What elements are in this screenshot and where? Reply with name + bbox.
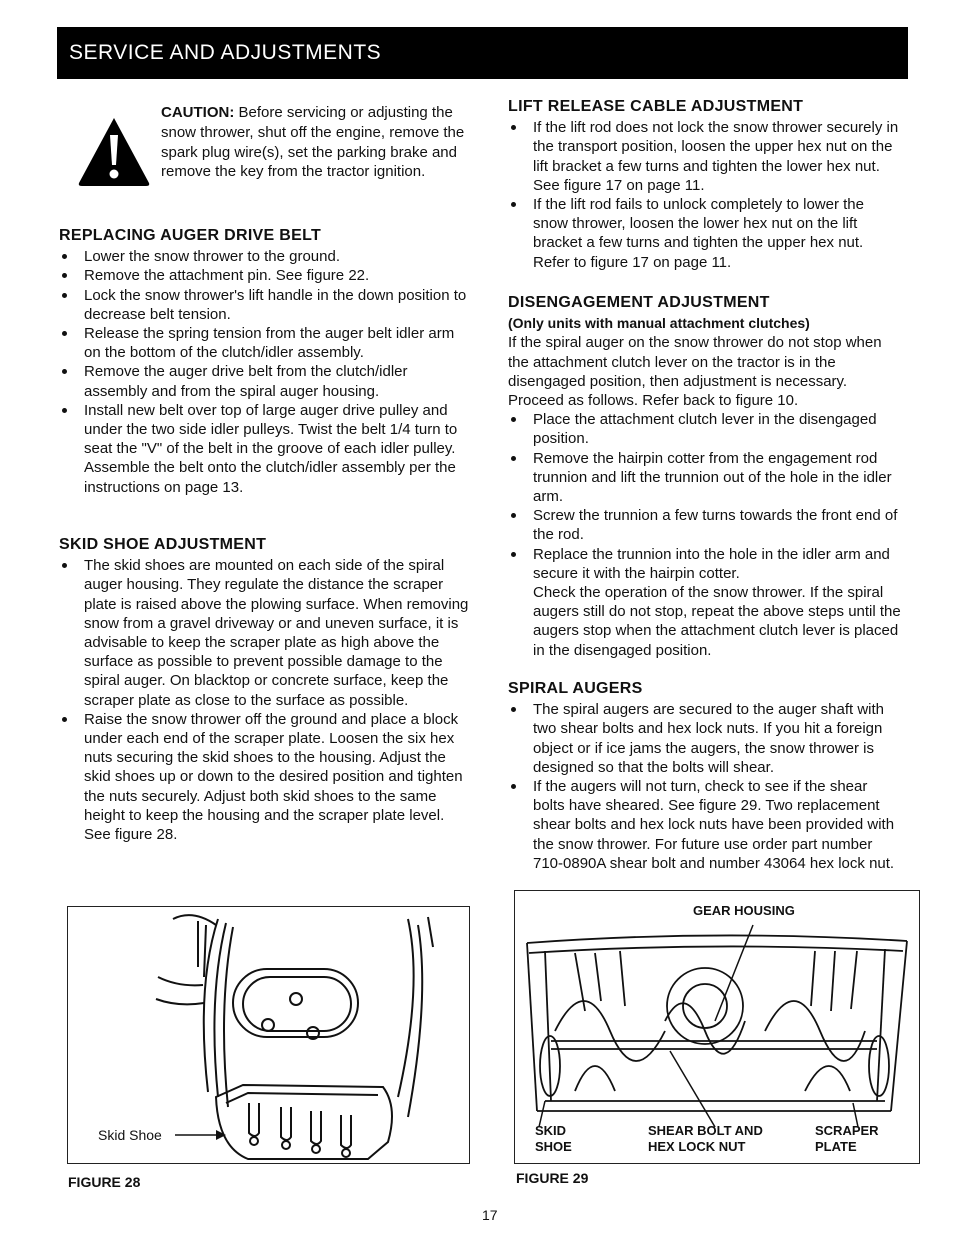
spiral-augers-section bbox=[508, 679, 903, 873]
disengagement-note: Check the operation of the snow thrower. If the spiral augers still do not stop, repeat the above steps until the augers stop when the attachment clutch lever is placed in the disengaged position. bbox=[533, 584, 901, 659]
list-item: If the augers will not turn, check to see if the shear bolts have sheared. See figure 29. Two replacement shear bolts and hex lock nuts have been provided with the snow thrower. For future use order part number 710-0890A shear bolt and number 43064 hex lock nut. bbox=[508, 777, 903, 873]
caution-label: CAUTION: bbox=[161, 104, 235, 121]
auger-belt-section bbox=[59, 226, 469, 497]
lift-release-section bbox=[508, 97, 903, 272]
list-item: Install new belt over top of large auger drive pulley and under the two side idler pulleys. Twist the belt 1/4 turn to seat the "V" of the belt in the groove of each idler pulley. bbox=[59, 401, 469, 459]
lift-release-list bbox=[508, 118, 903, 272]
skid-shoe-illustration bbox=[68, 907, 469, 1163]
list-item: Remove the attachment pin. See figure 22. bbox=[59, 266, 469, 285]
page-number: 17 bbox=[482, 1207, 498, 1223]
disengagement-heading: DISENGAGEMENT ADJUSTMENT bbox=[508, 294, 770, 311]
page-title: SERVICE AND ADJUSTMENTS bbox=[69, 41, 382, 64]
skid-shoe-section bbox=[59, 535, 469, 844]
auger-belt-heading: REPLACING AUGER DRIVE BELT bbox=[59, 227, 322, 244]
warning-triangle-icon bbox=[76, 115, 152, 187]
spiral-augers-list bbox=[508, 700, 903, 873]
list-item: Lock the snow thrower's lift handle in the down position to decrease belt tension. bbox=[59, 286, 469, 324]
list-item: Lower the snow thrower to the ground. bbox=[59, 247, 469, 266]
disengagement-section bbox=[508, 293, 903, 660]
list-item: Remove the auger drive belt from the clutch/idler assembly and from the spiral auger housing. bbox=[59, 362, 469, 400]
figure-28 bbox=[67, 906, 470, 1164]
disengagement-intro: If the spiral auger on the snow thrower do not stop when the attachment clutch lever on the tractor is in the disengaged position, then adjustment is necessary. Proceed as follows. Refer back to figure 10. bbox=[508, 334, 882, 410]
disengagement-subtitle: (Only units with manual attachment clutches) bbox=[508, 315, 810, 332]
list-item: Replace the trunnion into the hole in the idler arm and secure it with the hairpin cotter. bbox=[508, 545, 903, 583]
section-banner bbox=[57, 27, 908, 79]
caution-block bbox=[161, 103, 466, 182]
scraper-plate-callout: SCRAPER PLATE bbox=[815, 1123, 879, 1154]
skid-shoe-callout: Skid Shoe bbox=[98, 1127, 162, 1143]
shear-bolt-callout: SHEAR BOLT AND HEX LOCK NUT bbox=[648, 1123, 763, 1154]
auger-belt-list bbox=[59, 247, 469, 458]
list-item: If the lift rod does not lock the snow thrower securely in the transport position, loosen the upper hex nut on the lift bracket a few turns and tighten the lower hex nut. See figure 17 on page 11. bbox=[508, 118, 903, 195]
list-item: The skid shoes are mounted on each side of the spiral auger housing. They regulate the distance the scraper plate is raised above the plowing surface. When removing snow from a gravel driveway or and uneven surface, it is advisable to keep the scraper plate as high above the surface as possible to prevent possible damage to the spiral auger. On blacktop or concrete surface, keep the scraper plate as close to the surface as possible. bbox=[59, 556, 469, 710]
skid-shoe-heading: SKID SHOE ADJUSTMENT bbox=[59, 536, 267, 553]
list-item: Remove the hairpin cotter from the engagement rod trunnion and lift the trunnion out of the hole in the idler arm. bbox=[508, 449, 903, 507]
skid-shoe-list bbox=[59, 556, 469, 844]
list-item: Place the attachment clutch lever in the disengaged position. bbox=[508, 410, 903, 448]
lift-release-heading: LIFT RELEASE CABLE ADJUSTMENT bbox=[508, 98, 804, 115]
figure-28-label: FIGURE 28 bbox=[68, 1174, 141, 1190]
list-item: Screw the trunnion a few turns towards the front end of the rod. bbox=[508, 506, 903, 544]
spiral-augers-heading: SPIRAL AUGERS bbox=[508, 680, 643, 697]
list-item: Raise the snow thrower off the ground and place a block under each end of the scraper plate. Loosen the six hex nuts securing the skid shoes to the housing. Adjust the skid shoes up or down to the desired position and tighten the nuts securely. Adjust both skid shoes to the same height to keep the housing and the scraper plate level. See figure 28. bbox=[59, 710, 469, 844]
list-item: Release the spring tension from the auger belt idler arm on the bottom of the clutch/idler assembly. bbox=[59, 324, 469, 362]
gear-housing-callout: GEAR HOUSING bbox=[693, 903, 795, 918]
figure-29 bbox=[514, 890, 920, 1164]
disengagement-list bbox=[508, 410, 903, 583]
list-item: The spiral augers are secured to the auger shaft with two shear bolts and hex lock nuts. If you hit a foreign object or if ice jams the augers, the snow thrower is designed so that the bolts will shear. bbox=[508, 700, 903, 777]
auger-belt-note: Assemble the belt onto the clutch/idler assembly per the instructions on page 13. bbox=[84, 459, 456, 496]
caution-text: Before servicing or adjusting the snow thrower, shut off the engine, remove the spark plug wire(s), set the parking brake and remove the key from the tractor ignition. bbox=[161, 104, 465, 181]
list-item: If the lift rod fails to unlock completely to lower the snow thrower, loosen the lower hex nut on the lift bracket a few turns and tighten the upper hex nut. Refer to figure 17 on page 11. bbox=[508, 195, 903, 272]
figure-29-label: FIGURE 29 bbox=[516, 1170, 589, 1186]
skid-shoe-callout: SKID SHOE bbox=[535, 1123, 572, 1154]
